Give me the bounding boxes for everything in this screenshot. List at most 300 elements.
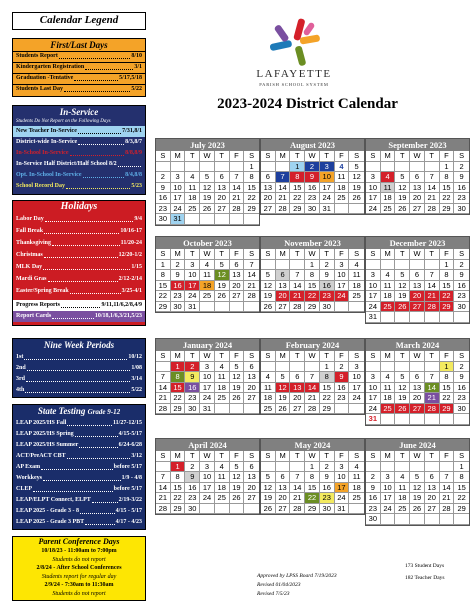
day-cell: 1 bbox=[171, 362, 186, 373]
empty-cell bbox=[261, 462, 276, 473]
day-cell: 1 bbox=[320, 362, 335, 373]
day-cell: 8 bbox=[440, 270, 455, 281]
day-cell: 15 bbox=[244, 183, 259, 194]
day-cell: 24 bbox=[381, 504, 396, 515]
day-cell: 11 bbox=[215, 372, 230, 383]
empty-cell bbox=[410, 462, 425, 473]
day-cell: 15 bbox=[305, 483, 320, 494]
day-cell: 11 bbox=[349, 270, 364, 281]
day-cell: 5 bbox=[395, 270, 410, 281]
day-cell: 27 bbox=[410, 302, 425, 313]
weekday-header: W bbox=[200, 151, 215, 162]
weekday-header: M bbox=[381, 249, 396, 260]
day-cell: 3 bbox=[320, 162, 335, 173]
empty-cell bbox=[381, 312, 396, 323]
day-cell: 1 bbox=[156, 260, 171, 271]
day-cell: 5 bbox=[276, 372, 291, 383]
day-cell: 17 bbox=[366, 393, 381, 404]
in-service-row: Opt. In-School In-Service 8/4,8/8 bbox=[13, 170, 145, 181]
first-last-row: Students Last Day 5/22 bbox=[13, 84, 145, 95]
empty-cell bbox=[410, 260, 425, 271]
day-cell: 23 bbox=[320, 291, 335, 302]
revised-note-2: Revised 7/5/23 bbox=[257, 591, 290, 597]
weekday-header: T bbox=[320, 249, 335, 260]
empty-cell bbox=[349, 404, 364, 415]
weekday-header: S bbox=[454, 451, 469, 462]
day-cell: 20 bbox=[410, 393, 425, 404]
nine-week-row: 1st 10/12 bbox=[16, 354, 142, 360]
day-cell: 13 bbox=[276, 483, 291, 494]
revised-note-1: Revised 01/04/2023 bbox=[257, 582, 301, 588]
weekday-header: M bbox=[276, 151, 291, 162]
weekday-header: S bbox=[349, 351, 364, 362]
day-cell: 6 bbox=[215, 172, 230, 183]
page-title: 2023-2024 District Calendar bbox=[217, 96, 398, 112]
day-cell: 25 bbox=[200, 291, 215, 302]
weekday-header: T bbox=[425, 151, 440, 162]
day-cell: 15 bbox=[440, 281, 455, 292]
logo-name: LAFAYETTE bbox=[256, 68, 332, 80]
day-cell: 20 bbox=[276, 291, 291, 302]
day-cell: 27 bbox=[276, 504, 291, 515]
weekday-header: T bbox=[290, 151, 305, 162]
nine-week-title: Nine Week Periods bbox=[43, 340, 115, 350]
day-cell: 11 bbox=[215, 472, 230, 483]
day-cell: 29 bbox=[320, 404, 335, 415]
lafayette-logo-icon bbox=[266, 16, 322, 68]
day-cell: 19 bbox=[410, 493, 425, 504]
holiday-row: Labor Day 9/4 bbox=[16, 216, 142, 222]
day-cell: 20 bbox=[410, 193, 425, 204]
day-cell: 18 bbox=[381, 291, 396, 302]
weekday-header: F bbox=[440, 151, 455, 162]
day-cell: 23 bbox=[185, 393, 200, 404]
day-cell: 16 bbox=[454, 183, 469, 194]
day-cell: 18 bbox=[349, 281, 364, 292]
day-cell: 10 bbox=[335, 472, 350, 483]
empty-cell bbox=[276, 260, 291, 271]
day-cell: 2 bbox=[320, 260, 335, 271]
month-title: June 2024 bbox=[366, 439, 469, 451]
day-cell: 12 bbox=[230, 472, 245, 483]
day-cell: 4 bbox=[349, 462, 364, 473]
day-cell: 22 bbox=[440, 291, 455, 302]
day-cell: 12 bbox=[200, 183, 215, 194]
day-cell: 11 bbox=[381, 383, 396, 394]
testing-row: LEAP 2025/HS Fall 11/27-12/15 bbox=[16, 420, 142, 426]
empty-cell bbox=[349, 302, 364, 313]
day-cell: 25 bbox=[261, 404, 276, 415]
empty-cell bbox=[425, 260, 440, 271]
day-cell: 29 bbox=[171, 404, 186, 415]
day-cell: 3 bbox=[171, 172, 186, 183]
day-cell: 19 bbox=[261, 291, 276, 302]
day-cell: 6 bbox=[425, 472, 440, 483]
day-cell: 16 bbox=[185, 483, 200, 494]
empty-cell bbox=[290, 362, 305, 373]
day-cell: 24 bbox=[366, 404, 381, 415]
day-cell: 17 bbox=[381, 493, 396, 504]
day-cell: 4 bbox=[215, 362, 230, 373]
first-last-row: Kindergarten Registration 3/1 bbox=[13, 62, 145, 73]
day-cell: 6 bbox=[410, 172, 425, 183]
day-cell: 17 bbox=[349, 383, 364, 394]
empty-cell bbox=[440, 414, 455, 425]
day-cell: 19 bbox=[395, 193, 410, 204]
day-cell: 11 bbox=[185, 183, 200, 194]
day-cell: 7 bbox=[425, 372, 440, 383]
state-testing-box bbox=[12, 404, 146, 530]
day-cell: 14 bbox=[425, 183, 440, 194]
holiday-row: Easter/Spring Break 3/25-4/1 bbox=[16, 288, 142, 294]
day-cell: 14 bbox=[156, 383, 171, 394]
empty-cell bbox=[230, 302, 245, 313]
day-cell: 19 bbox=[215, 281, 230, 292]
weekday-header: M bbox=[381, 151, 396, 162]
holiday-row: Thanksgiving 11/20-24 bbox=[16, 240, 142, 246]
day-cell: 3 bbox=[349, 362, 364, 373]
day-cell: 6 bbox=[276, 472, 291, 483]
day-cell: 30 bbox=[366, 514, 381, 525]
empty-cell bbox=[454, 312, 469, 323]
student-days: 173 Student Days bbox=[405, 563, 445, 569]
weekday-header: T bbox=[395, 249, 410, 260]
day-cell: 4 bbox=[200, 260, 215, 271]
empty-cell bbox=[395, 514, 410, 525]
day-cell: 29 bbox=[305, 302, 320, 313]
empty-cell bbox=[185, 162, 200, 173]
weekday-header: T bbox=[425, 351, 440, 362]
weekday-header: F bbox=[335, 151, 350, 162]
empty-cell bbox=[440, 462, 455, 473]
weekday-header: T bbox=[395, 151, 410, 162]
conference-line: 10/18/23 - 11:00am to 7:00pm bbox=[41, 548, 117, 554]
day-cell: 4 bbox=[349, 260, 364, 271]
weekday-header: T bbox=[290, 351, 305, 362]
weekday-header: T bbox=[425, 249, 440, 260]
day-cell: 13 bbox=[244, 372, 259, 383]
day-cell: 11 bbox=[349, 472, 364, 483]
day-cell: 22 bbox=[305, 291, 320, 302]
weekday-header: T bbox=[290, 249, 305, 260]
day-cell: 23 bbox=[156, 204, 171, 215]
month-title: February 2024 bbox=[261, 339, 364, 351]
month-title: April 2024 bbox=[156, 439, 259, 451]
day-cell: 8 bbox=[305, 270, 320, 281]
month-calendar bbox=[365, 338, 470, 426]
day-cell: 5 bbox=[200, 172, 215, 183]
month-title: August 2023 bbox=[261, 139, 364, 151]
weekday-header: S bbox=[454, 351, 469, 362]
holiday-row: MLK Day 1/15 bbox=[16, 264, 142, 270]
day-cell: 18 bbox=[381, 193, 396, 204]
day-cell: 8 bbox=[290, 172, 305, 183]
weekday-header: S bbox=[366, 249, 381, 260]
weekday-header: T bbox=[425, 451, 440, 462]
first-last-title: First/Last Days bbox=[50, 40, 108, 50]
weekday-header: W bbox=[410, 451, 425, 462]
day-cell: 22 bbox=[454, 493, 469, 504]
day-cell: 14 bbox=[244, 270, 259, 281]
day-cell: 19 bbox=[230, 383, 245, 394]
day-cell: 24 bbox=[366, 302, 381, 313]
day-cell: 10 bbox=[185, 270, 200, 281]
day-cell: 29 bbox=[440, 404, 455, 415]
empty-cell bbox=[230, 504, 245, 515]
day-cell: 5 bbox=[395, 172, 410, 183]
day-cell: 28 bbox=[425, 204, 440, 215]
day-cell: 21 bbox=[244, 281, 259, 292]
day-cell: 28 bbox=[276, 204, 291, 215]
day-cell: 22 bbox=[440, 393, 455, 404]
day-cell: 24 bbox=[200, 393, 215, 404]
day-cell: 9 bbox=[454, 270, 469, 281]
day-cell: 20 bbox=[410, 291, 425, 302]
empty-cell bbox=[244, 404, 259, 415]
day-cell: 6 bbox=[261, 172, 276, 183]
empty-cell bbox=[156, 162, 171, 173]
weekday-header: F bbox=[230, 351, 245, 362]
weekday-header: W bbox=[200, 451, 215, 462]
month-title: September 2023 bbox=[366, 139, 469, 151]
empty-cell bbox=[440, 514, 455, 525]
weekday-header: F bbox=[230, 249, 245, 260]
day-cell: 27 bbox=[244, 393, 259, 404]
day-cell: 19 bbox=[200, 193, 215, 204]
state-testing-title: State Testing Grade 9-12 bbox=[37, 406, 121, 416]
holidays-title: Holidays bbox=[60, 201, 98, 212]
day-cell: 7 bbox=[156, 372, 171, 383]
day-cell: 7 bbox=[305, 372, 320, 383]
empty-cell bbox=[156, 462, 171, 473]
day-cell: 9 bbox=[320, 270, 335, 281]
day-cell: 16 bbox=[156, 193, 171, 204]
testing-row: CLEP before 5/17 bbox=[16, 486, 142, 492]
empty-cell bbox=[335, 302, 350, 313]
day-cell: 30 bbox=[454, 204, 469, 215]
day-cell: 10 bbox=[320, 172, 335, 183]
day-cell: 18 bbox=[215, 483, 230, 494]
empty-cell bbox=[335, 404, 350, 415]
weekday-header: F bbox=[440, 351, 455, 362]
day-cell: 15 bbox=[290, 183, 305, 194]
day-cell: 29 bbox=[290, 204, 305, 215]
month-title: March 2024 bbox=[366, 339, 469, 351]
day-cell: 5 bbox=[349, 162, 364, 173]
day-cell: 29 bbox=[244, 204, 259, 215]
empty-cell bbox=[261, 260, 276, 271]
day-cell: 29 bbox=[440, 204, 455, 215]
day-cell: 14 bbox=[305, 383, 320, 394]
empty-cell bbox=[200, 162, 215, 173]
day-cell: 15 bbox=[440, 183, 455, 194]
day-cell: 2 bbox=[454, 162, 469, 173]
day-cell: 26 bbox=[230, 493, 245, 504]
testing-row: ACT/PreACT CBT 3/12 bbox=[16, 453, 142, 459]
day-cell: 20 bbox=[290, 393, 305, 404]
weekday-header: S bbox=[366, 151, 381, 162]
day-cell: 6 bbox=[230, 260, 245, 271]
day-cell: 25 bbox=[349, 291, 364, 302]
day-cell: 20 bbox=[230, 281, 245, 292]
day-cell: 12 bbox=[395, 383, 410, 394]
day-cell: 30 bbox=[156, 214, 171, 225]
day-cell: 19 bbox=[349, 183, 364, 194]
day-cell: 3 bbox=[335, 462, 350, 473]
day-cell: 12 bbox=[395, 183, 410, 194]
day-cell: 20 bbox=[244, 483, 259, 494]
day-cell: 10 bbox=[335, 270, 350, 281]
day-cell: 6 bbox=[410, 372, 425, 383]
empty-cell bbox=[261, 362, 276, 373]
day-cell: 23 bbox=[171, 291, 186, 302]
day-cell: 2 bbox=[171, 260, 186, 271]
day-cell: 22 bbox=[290, 193, 305, 204]
day-cell: 6 bbox=[290, 372, 305, 383]
day-cell: 19 bbox=[276, 393, 291, 404]
day-cell: 21 bbox=[305, 393, 320, 404]
empty-cell bbox=[244, 302, 259, 313]
day-cell: 15 bbox=[156, 281, 171, 292]
empty-cell bbox=[425, 414, 440, 425]
day-cell: 16 bbox=[454, 383, 469, 394]
weekday-header: S bbox=[244, 151, 259, 162]
conference-title: Parent Conference Days bbox=[38, 537, 120, 546]
day-cell: 20 bbox=[215, 193, 230, 204]
day-cell: 2 bbox=[156, 172, 171, 183]
month-title: November 2023 bbox=[261, 237, 364, 249]
day-cell: 15 bbox=[171, 383, 186, 394]
day-cell: 28 bbox=[244, 291, 259, 302]
day-cell: 18 bbox=[381, 393, 396, 404]
day-cell: 13 bbox=[244, 472, 259, 483]
day-cell: 4 bbox=[381, 270, 396, 281]
day-cell: 31 bbox=[335, 504, 350, 515]
day-cell: 3 bbox=[335, 260, 350, 271]
weekday-header: S bbox=[349, 151, 364, 162]
weekday-header: F bbox=[440, 249, 455, 260]
testing-row: AP Exam before 5/17 bbox=[16, 464, 142, 470]
day-cell: 23 bbox=[185, 493, 200, 504]
day-cell: 31 bbox=[171, 214, 186, 225]
day-cell: 4 bbox=[335, 162, 350, 173]
day-cell: 8 bbox=[454, 472, 469, 483]
empty-cell bbox=[454, 414, 469, 425]
month-title: October 2023 bbox=[156, 237, 259, 249]
day-cell: 28 bbox=[230, 204, 245, 215]
day-cell: 16 bbox=[320, 483, 335, 494]
parent-conference-box bbox=[12, 536, 146, 601]
empty-cell bbox=[366, 260, 381, 271]
day-cell: 14 bbox=[276, 183, 291, 194]
weekday-header: S bbox=[349, 249, 364, 260]
day-cell: 15 bbox=[320, 383, 335, 394]
empty-cell bbox=[425, 362, 440, 373]
empty-cell bbox=[230, 214, 245, 225]
empty-cell bbox=[381, 362, 396, 373]
day-cell: 25 bbox=[215, 393, 230, 404]
weekday-header: W bbox=[410, 249, 425, 260]
day-cell: 28 bbox=[425, 404, 440, 415]
weekday-header: S bbox=[454, 249, 469, 260]
holidays-box bbox=[12, 200, 146, 326]
day-cell: 12 bbox=[349, 172, 364, 183]
weekday-header: S bbox=[366, 451, 381, 462]
day-cell: 21 bbox=[425, 193, 440, 204]
day-cell: 21 bbox=[440, 493, 455, 504]
day-cell: 30 bbox=[185, 404, 200, 415]
day-cell: 17 bbox=[200, 383, 215, 394]
day-cell: 31 bbox=[366, 312, 381, 323]
day-cell: 14 bbox=[230, 183, 245, 194]
month-calendar bbox=[260, 438, 365, 515]
day-cell: 18 bbox=[349, 483, 364, 494]
day-cell: 31 bbox=[320, 204, 335, 215]
day-cell: 17 bbox=[335, 483, 350, 494]
day-cell: 27 bbox=[244, 493, 259, 504]
day-cell: 9 bbox=[454, 172, 469, 183]
approved-note: Approved by LPSS Board 7/19/2023 bbox=[257, 573, 337, 579]
weekday-header: T bbox=[395, 351, 410, 362]
in-service-row: In-Service Half District/Half School 8/2 bbox=[13, 159, 145, 170]
weekday-header: F bbox=[440, 451, 455, 462]
empty-cell bbox=[215, 162, 230, 173]
day-cell: 7 bbox=[276, 172, 291, 183]
day-cell: 6 bbox=[410, 270, 425, 281]
empty-cell bbox=[261, 162, 276, 173]
day-cell: 22 bbox=[171, 493, 186, 504]
day-cell: 23 bbox=[305, 193, 320, 204]
day-cell: 10 bbox=[366, 183, 381, 194]
empty-cell bbox=[244, 504, 259, 515]
day-cell: 29 bbox=[305, 504, 320, 515]
day-cell: 2 bbox=[366, 472, 381, 483]
day-cell: 3 bbox=[381, 472, 396, 483]
day-cell: 18 bbox=[335, 183, 350, 194]
weekday-header: S bbox=[366, 351, 381, 362]
day-cell: 19 bbox=[261, 493, 276, 504]
day-cell: 8 bbox=[305, 472, 320, 483]
day-cell: 21 bbox=[425, 291, 440, 302]
in-service-row: District-wide In-Service 8/3,8/7 bbox=[13, 137, 145, 148]
day-cell: 5 bbox=[230, 462, 245, 473]
day-cell: 13 bbox=[261, 183, 276, 194]
day-cell: 26 bbox=[349, 193, 364, 204]
day-cell: 18 bbox=[261, 393, 276, 404]
empty-cell bbox=[454, 514, 469, 525]
day-cell: 27 bbox=[276, 302, 291, 313]
day-cell: 17 bbox=[171, 193, 186, 204]
day-cell: 13 bbox=[290, 383, 305, 394]
holiday-row: Fall Break 10/16-17 bbox=[16, 228, 142, 234]
day-cell: 8 bbox=[171, 472, 186, 483]
day-cell: 3 bbox=[366, 270, 381, 281]
day-cell: 6 bbox=[276, 270, 291, 281]
empty-cell bbox=[410, 162, 425, 173]
day-cell: 29 bbox=[440, 302, 455, 313]
empty-cell bbox=[185, 214, 200, 225]
weekday-header: F bbox=[335, 451, 350, 462]
empty-cell bbox=[440, 312, 455, 323]
day-cell: 15 bbox=[171, 483, 186, 494]
nine-week-row: 2nd 1/08 bbox=[16, 365, 142, 371]
day-cell: 27 bbox=[230, 291, 245, 302]
day-cell: 25 bbox=[335, 193, 350, 204]
empty-cell bbox=[425, 462, 440, 473]
day-cell: 26 bbox=[395, 404, 410, 415]
weekday-header: W bbox=[410, 151, 425, 162]
day-cell: 2 bbox=[185, 362, 200, 373]
